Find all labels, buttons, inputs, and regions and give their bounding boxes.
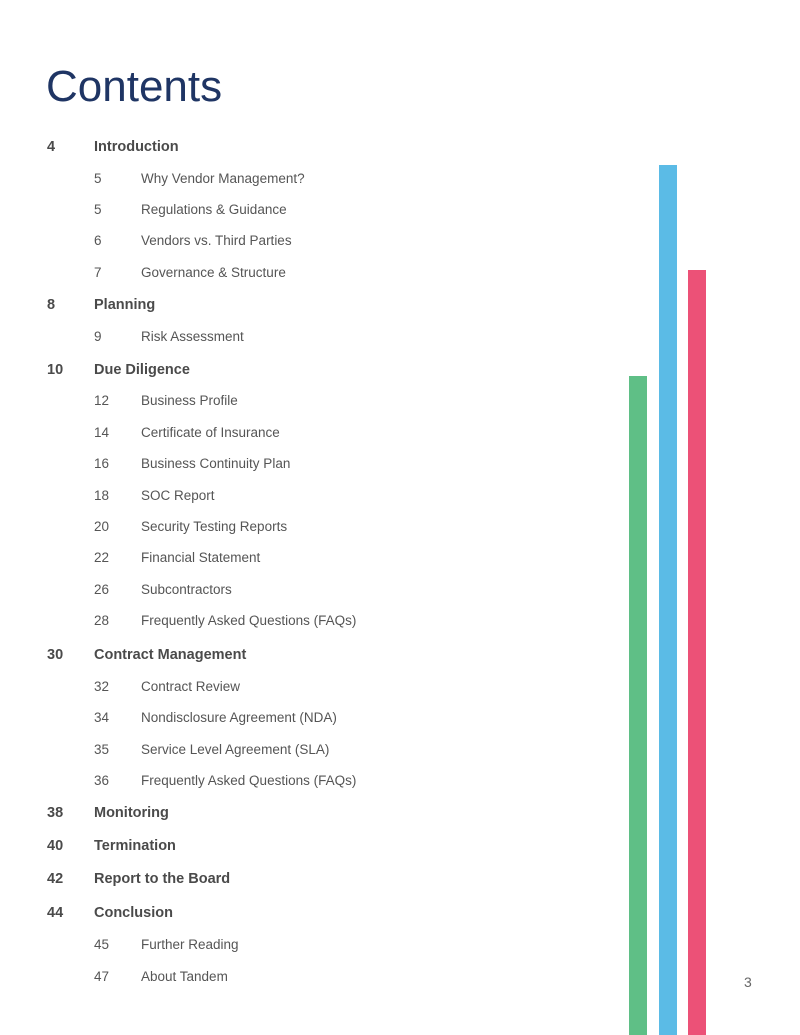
toc-entry-label: Termination (94, 838, 176, 854)
toc-page-number: 30 (47, 647, 64, 663)
decorative-bar-blue (659, 165, 677, 1035)
toc-page-number: 42 (47, 871, 64, 887)
toc-page-number: 35 (94, 742, 110, 757)
toc-page-number: 9 (94, 329, 102, 344)
toc-subsection (94, 486, 215, 506)
toc-section (47, 360, 190, 380)
toc-subsection (94, 548, 260, 568)
toc-page-number: 12 (94, 393, 110, 408)
toc-page-number: 47 (94, 969, 110, 984)
toc-section (47, 295, 155, 315)
toc-entry-label: SOC Report (141, 488, 215, 503)
toc-section (47, 836, 176, 856)
toc-entry-label: Business Profile (141, 393, 238, 408)
toc-page-number: 38 (47, 805, 64, 821)
toc-page-number: 5 (94, 171, 102, 186)
toc-entry-label: Due Diligence (94, 362, 190, 378)
decorative-bar-green (629, 376, 647, 1035)
toc-entry-label: Why Vendor Management? (141, 171, 305, 186)
toc-page-number: 4 (47, 139, 56, 155)
toc-subsection (94, 263, 286, 283)
toc-entry-label: Contract Management (94, 647, 247, 663)
toc-entry-label: Business Continuity Plan (141, 456, 291, 471)
page-title: Contents (46, 62, 223, 111)
toc-entry-label: Report to the Board (94, 871, 231, 887)
toc-entry-label: Nondisclosure Agreement (NDA) (141, 710, 337, 725)
toc-entry-label: Regulations & Guidance (141, 202, 287, 217)
toc-page-number: 32 (94, 679, 110, 694)
toc-page-number: 26 (94, 582, 110, 597)
toc-page-number: 40 (47, 838, 64, 854)
toc-section (47, 869, 230, 889)
toc-page-number: 34 (94, 710, 110, 725)
toc-page-number: 10 (47, 362, 64, 378)
toc-page-number: 45 (94, 937, 110, 952)
toc-section (47, 645, 246, 665)
toc-page-number: 14 (94, 425, 110, 440)
toc-page-number: 22 (94, 550, 110, 565)
toc-entry-label: Introduction (94, 139, 179, 155)
toc-entry-label: Risk Assessment (141, 329, 244, 344)
toc-subsection (94, 611, 356, 631)
toc-page-number: 7 (94, 265, 102, 280)
toc-subsection (94, 454, 290, 474)
toc-subsection (94, 935, 239, 955)
toc-subsection (94, 231, 292, 251)
toc-subsection (94, 327, 244, 347)
toc-subsection (94, 391, 238, 411)
toc-subsection (94, 708, 337, 728)
toc-entry-label: Frequently Asked Questions (FAQs) (141, 773, 357, 788)
toc-subsection (94, 771, 356, 791)
toc-entry-label: Contract Review (141, 679, 241, 694)
toc-entry-label: Security Testing Reports (141, 519, 288, 534)
toc-entry-label: About Tandem (141, 969, 228, 984)
toc-section (47, 903, 173, 923)
toc-subsection (94, 169, 305, 189)
toc-section (47, 803, 169, 823)
toc-entry-label: Vendors vs. Third Parties (141, 233, 292, 248)
toc-page-number: 18 (94, 488, 110, 503)
toc-page-number: 6 (94, 233, 102, 248)
toc-page-number: 8 (47, 297, 56, 313)
toc-page-number: 28 (94, 613, 110, 628)
page-number: 3 (744, 974, 752, 990)
toc-page-number: 5 (94, 202, 102, 217)
toc-entry-label: Financial Statement (141, 550, 261, 565)
toc-entry-label: Planning (94, 297, 156, 313)
toc-entry-label: Frequently Asked Questions (FAQs) (141, 613, 357, 628)
toc-subsection (94, 677, 240, 697)
toc-entry-label: Further Reading (141, 937, 239, 952)
toc-page-number: 36 (94, 773, 110, 788)
decorative-bar-pink (688, 270, 706, 1035)
toc-subsection (94, 580, 232, 600)
toc-entry-label: Conclusion (94, 905, 173, 921)
toc-subsection (94, 967, 228, 987)
toc-entry-label: Monitoring (94, 805, 169, 821)
toc-subsection (94, 423, 280, 443)
toc-entry-label: Subcontractors (141, 582, 232, 597)
toc-subsection (94, 740, 329, 760)
toc-subsection (94, 517, 287, 537)
toc-subsection (94, 200, 287, 220)
toc-entry-label: Service Level Agreement (SLA) (141, 742, 330, 757)
toc-entry-label: Certificate of Insurance (141, 425, 280, 440)
toc-page-number: 44 (47, 905, 64, 921)
toc-page-number: 20 (94, 519, 110, 534)
toc-page-number: 16 (94, 456, 110, 471)
toc-entry-label: Governance & Structure (141, 265, 286, 280)
toc-section (47, 137, 179, 157)
